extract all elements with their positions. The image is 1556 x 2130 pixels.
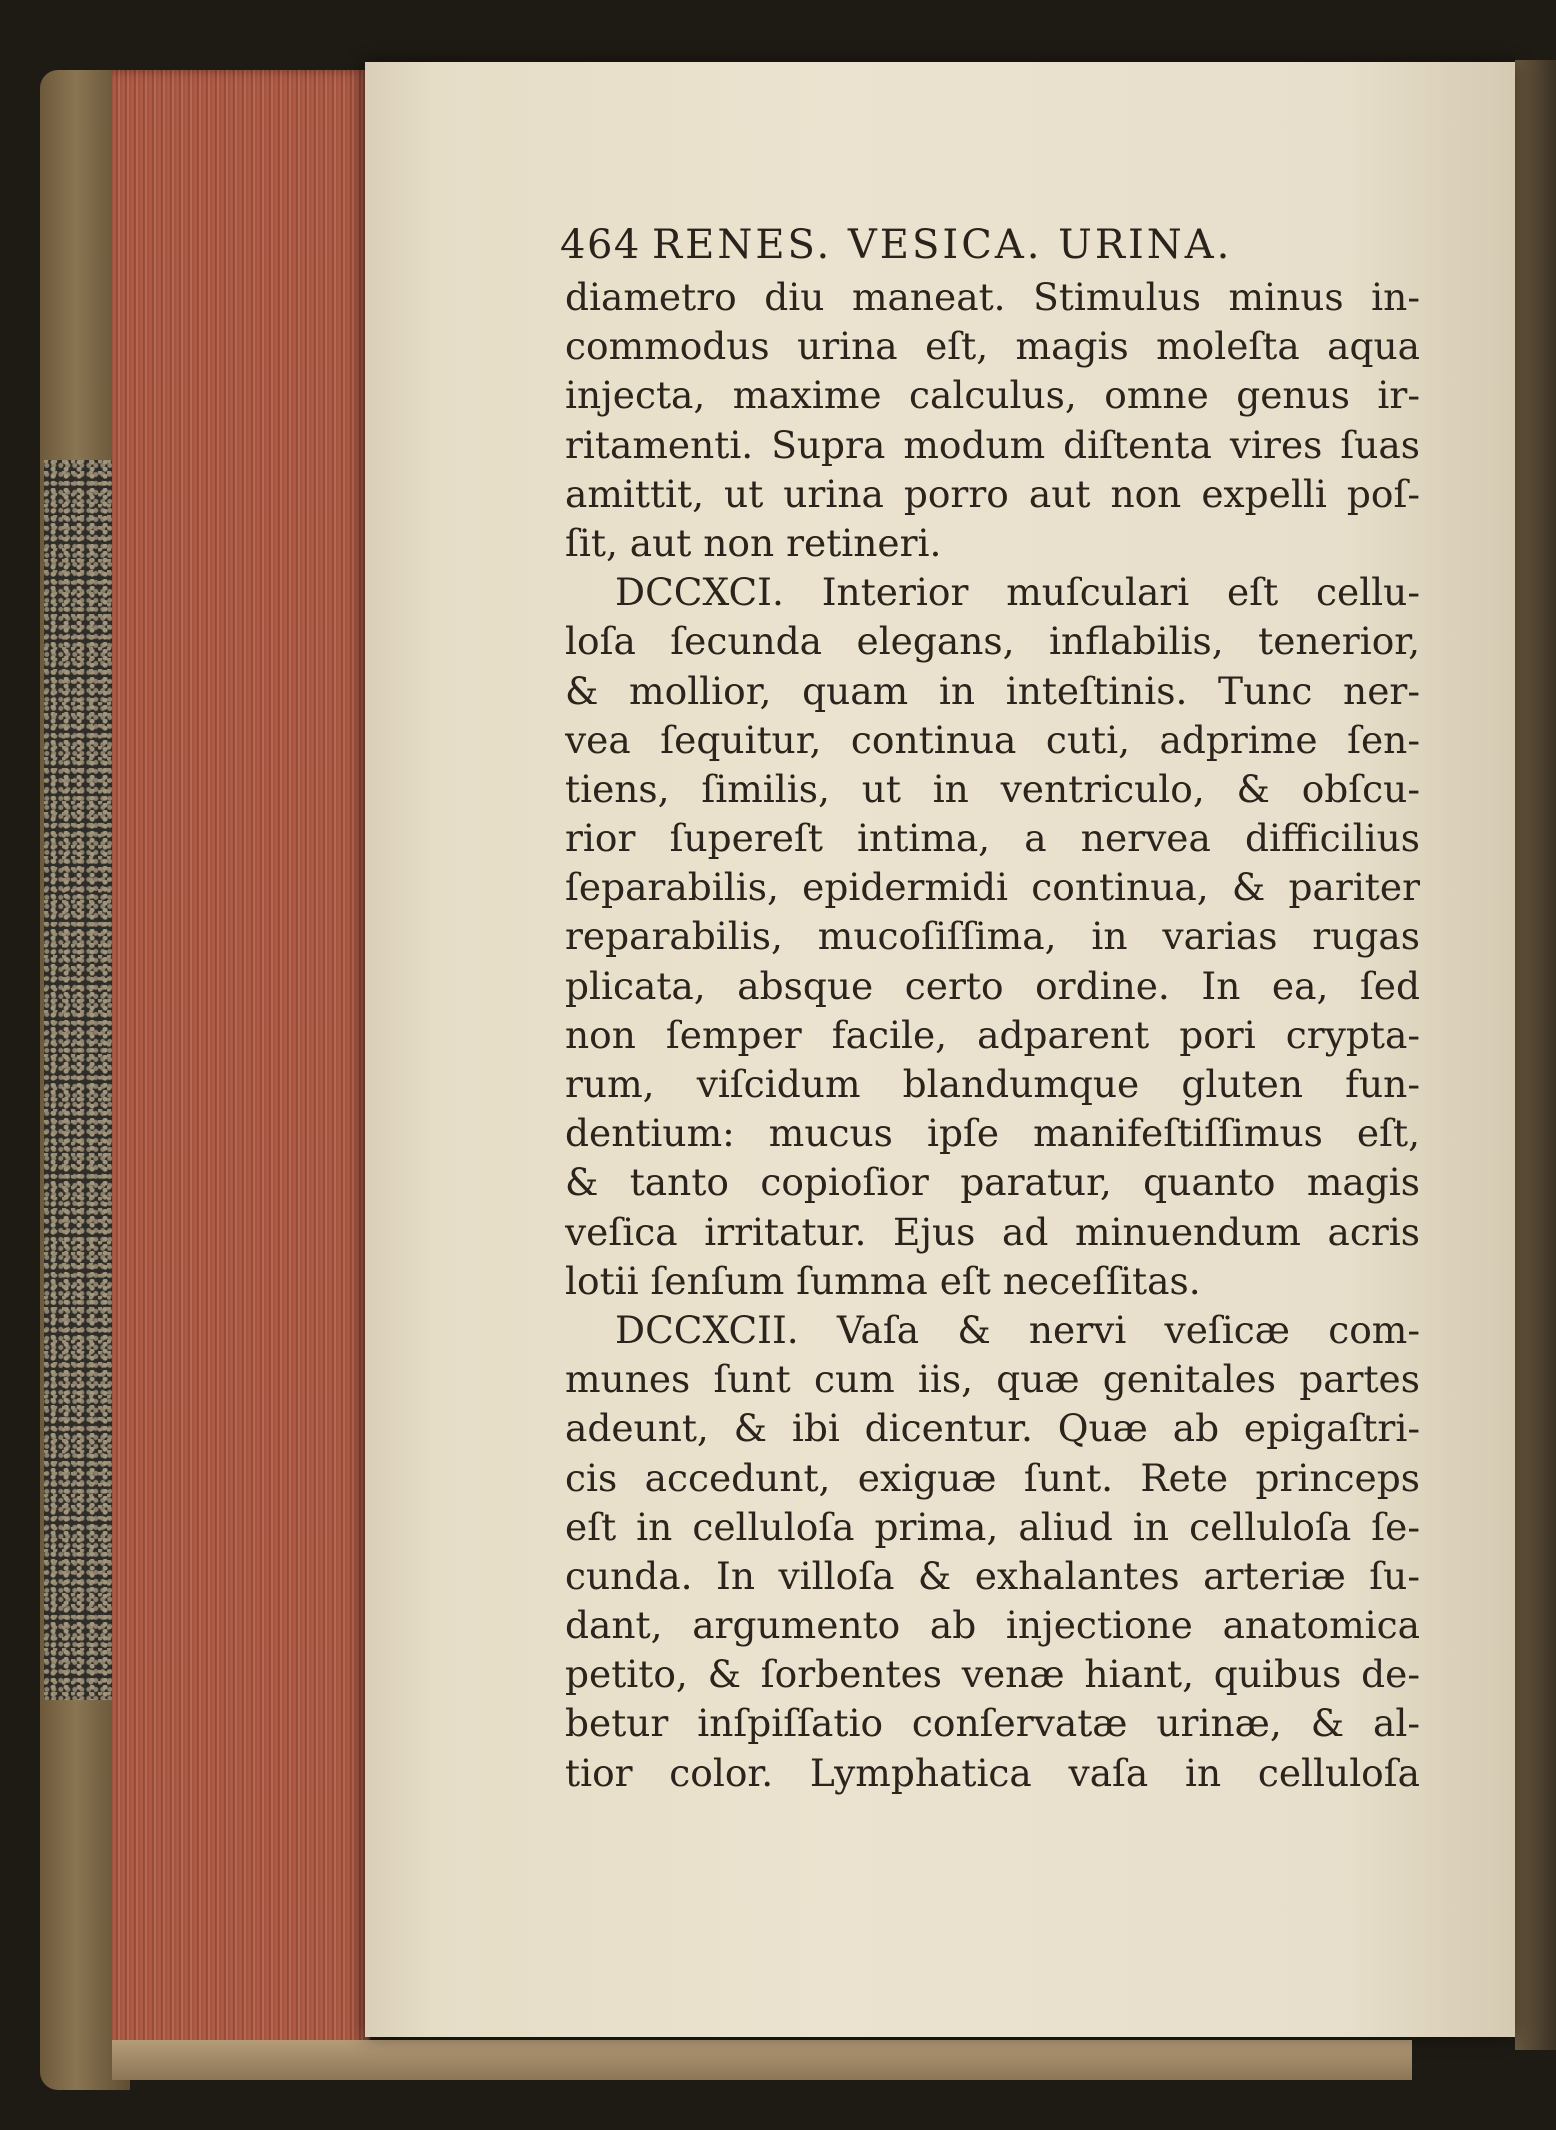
text-line: rior ſupereſt intima, a nervea difficilius	[565, 816, 1420, 861]
text-line: DCCXCI. Interior muſculari eſt cellu-	[615, 570, 1420, 615]
page-fore-edge	[112, 70, 370, 2080]
text-line: eſt in celluloſa prima, aliud in celluloſa ſe-	[565, 1504, 1420, 1549]
text-line: tior color. Lymphatica vaſa in celluloſa	[565, 1750, 1420, 1795]
text-line: cis accedunt, exiguæ ſunt. Rete princeps	[565, 1455, 1420, 1500]
text-line: adeunt, & ibi dicentur. Quæ ab epigaſtri-	[565, 1406, 1420, 1451]
text-line: ritamenti. Supra modum diſtenta vires ſuas	[565, 422, 1420, 467]
text-line: ſeparabilis, epidermidi continua, & pariter	[565, 865, 1420, 910]
text-line: DCCXCII. Vaſa & nervi veſicæ com-	[615, 1307, 1420, 1352]
body-text	[565, 273, 1420, 1798]
text-line: diametro diu maneat. Stimulus minus in-	[565, 275, 1420, 319]
text-line: loſa ſecunda elegans, inflabilis, tenerior,	[565, 619, 1420, 664]
text-line: reparabilis, mucoſiſſima, in varias rugas	[565, 914, 1420, 959]
text-line: & mollior, quam in inteſtinis. Tunc ner-	[565, 668, 1420, 713]
text-line: veſica irritatur. Ejus ad minuendum acris	[565, 1209, 1420, 1254]
page-bottom-edge	[112, 2040, 1412, 2080]
text-line: amittit, ut urina porro aut non expelli poſ-	[565, 471, 1420, 516]
text-line: cunda. In villoſa & exhalantes arteriæ ſu-	[565, 1553, 1420, 1598]
text-line: lotii ſenſum ſumma eſt neceſſitas.	[565, 1258, 1201, 1303]
text-line: ſit, aut non retineri.	[565, 520, 942, 565]
text-line: dant, argumento ab injectione anatomica	[565, 1603, 1420, 1648]
text-line: vea ſequitur, continua cuti, adprime ſen-	[565, 717, 1420, 762]
marbled-cover-pattern	[44, 460, 116, 1700]
text-line: non ſemper facile, adparent pori crypta-	[565, 1012, 1420, 1057]
text-line: tiens, ſimilis, ut in ventriculo, & obſcu-	[565, 766, 1420, 811]
text-line: plicata, absque certo ordine. In ea, ſed	[565, 963, 1420, 1008]
facing-page-strip	[1515, 60, 1556, 2050]
text-line: dentium: mucus ipſe manifeſtiſſimus eſt,	[565, 1111, 1420, 1156]
text-line: betur inſpiſſatio conſervatæ urinæ, & al-	[565, 1701, 1420, 1746]
text-line: & tanto copioſior paratur, quanto magis	[565, 1160, 1420, 1205]
text-line: rum, viſcidum blandumque gluten fun-	[565, 1062, 1420, 1106]
text-line: commodus urina eſt, magis moleſta aqua	[565, 324, 1420, 369]
running-title: RENES. VESICA. URINA.	[652, 222, 1233, 268]
page-number: 464	[560, 222, 641, 268]
text-line: injecta, maxime calculus, omne genus ir-	[565, 373, 1420, 418]
text-line: munes ſunt cum iis, quæ genitales partes	[565, 1357, 1420, 1402]
text-line: petito, & ſorbentes venæ hiant, quibus de-	[565, 1652, 1420, 1697]
